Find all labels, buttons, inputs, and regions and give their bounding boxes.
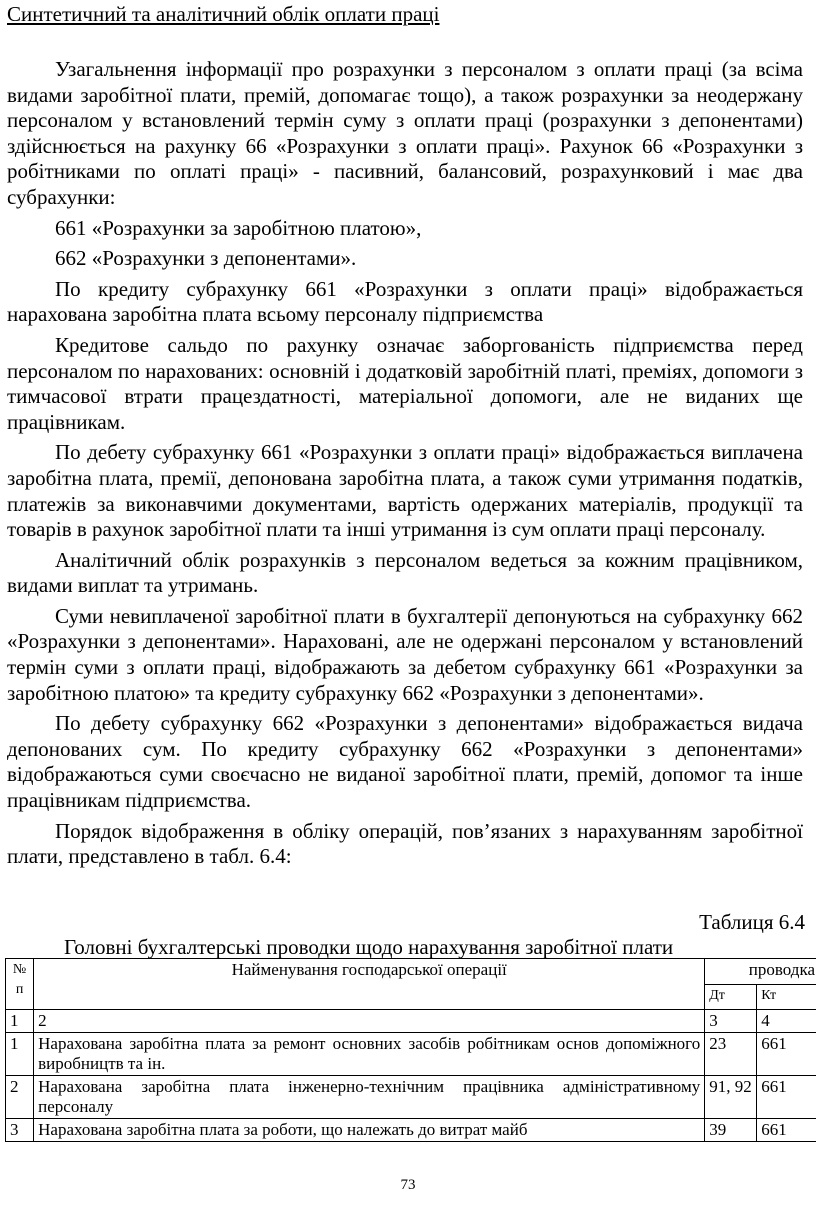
row-debit: 23 [705,1033,757,1076]
header-credit: Кт [757,984,816,1010]
paragraph: Порядок відображення в обліку операцій, пов’язаних з нарахуванням заробітної плати, представлено в табл. 6.4: [7,818,803,869]
table-row [6,1119,816,1142]
row-operation: Нарахована заробітна плата інженерно-технічним працівника адміністративному персоналу [34,1076,705,1119]
table-number: Таблиця 6.4 [699,910,805,934]
row-operation: Нарахована заробітна плата за ремонт основних засобів робітникам основ допоміжного виробництв та ін. [34,1033,705,1076]
index-cell: 4 [757,1010,816,1033]
table-title: Головні бухгалтерські проводки щодо нарахування заробітної плати [64,935,674,959]
page-number: 73 [400,1177,416,1193]
header-debit: Дт [705,984,757,1010]
body-text [7,57,803,875]
header-entry: проводка [705,959,816,985]
header-num: № п [6,959,34,1010]
row-debit: 91, 92 [705,1076,757,1119]
table-header-row [6,959,816,985]
row-operation: Нарахована заробітна плата за роботи, що належать до витрат майб [34,1119,705,1142]
paragraph: По кредиту субрахунку 661 «Розрахунки з оплати праці» відображається нарахована заробітна плата всьому персоналу підприємства [7,276,803,327]
paragraph: Аналітичний облік розрахунків з персоналом ведеться за кожним працівником, видами виплат та утримань. [7,547,803,598]
paragraph: Кредитове сальдо по рахунку означає заборгованість підприємства перед персоналом по нарахованих: основній і додатковій заробітній платі, преміях, допомоги з тимчасової втрати працездатності, матеріальної допомоги, але не виданих ще працівникам. [7,332,803,434]
subaccount-item: 661 «Розрахунки за заробітною платою», [55,215,422,240]
index-cell: 3 [705,1010,757,1033]
header-operation: Найменування господарської операції [34,959,705,1010]
paragraph: По дебету субрахунку 661 «Розрахунки з оплати праці» відображається виплачена заробітна плата, премії, депонована заробітна плата, а також суми утримання податків, платежів за виконавчими документами, вартість одержаних матеріалів, продукції та товарів в рахунок заробітної плати та інші утримання із сум оплати праці персоналу. [7,440,803,542]
row-num: 2 [6,1076,34,1119]
table-row [6,1076,816,1119]
paragraph: Узагальнення інформації про розрахунки з персоналом з оплати праці (за всіма видами заробітної плати, премій, допомагає тощо), а також розрахунки за неодержану персоналом у встановлений термін суму з оплати праці (розрахунки з депонентами) здійснюється на рахунку 66 «Розрахунки з оплати праці». Рахунок 66 «Розрахунки з робітниками по оплаті праці» - пасивний, балансовий, розрахунковий і має два субрахунки: [7,57,803,209]
row-num: 1 [6,1033,34,1076]
row-credit: 661 [757,1119,816,1142]
index-cell: 1 [6,1010,34,1033]
table-row [6,1033,816,1076]
accounting-entries-table [5,958,816,1142]
subaccount-item: 662 «Розрахунки з депонентами». [55,246,357,271]
table-index-row [6,1010,816,1033]
paragraph: По дебету субрахунку 662 «Розрахунки з депонентами» відображається видача депонованих сум. По кредиту субрахунку 662 «Розрахунки з депонентами» відображаються суми своєчасно не виданої заробітної плати, премій, допомог та інше працівникам підприємства. [7,711,803,813]
row-credit: 661 [757,1033,816,1076]
paragraph: Суми невиплаченої заробітної плати в бухгалтерії депонуються на субрахунку 662 «Розрахунки з депонентами». Нараховані, але не одержані персоналом у встановлений термін суми з оплати праці, відображають за дебетом субрахунку 661 «Розрахунки за заробітною платою» та кредиту субрахунку 662 «Розрахунки з депонентами». [7,603,803,705]
section-heading: Синтетичний та аналітичний облік оплати праці [7,2,440,26]
row-credit: 661 [757,1076,816,1119]
index-cell: 2 [34,1010,705,1033]
row-debit: 39 [705,1119,757,1142]
row-num: 3 [6,1119,34,1142]
